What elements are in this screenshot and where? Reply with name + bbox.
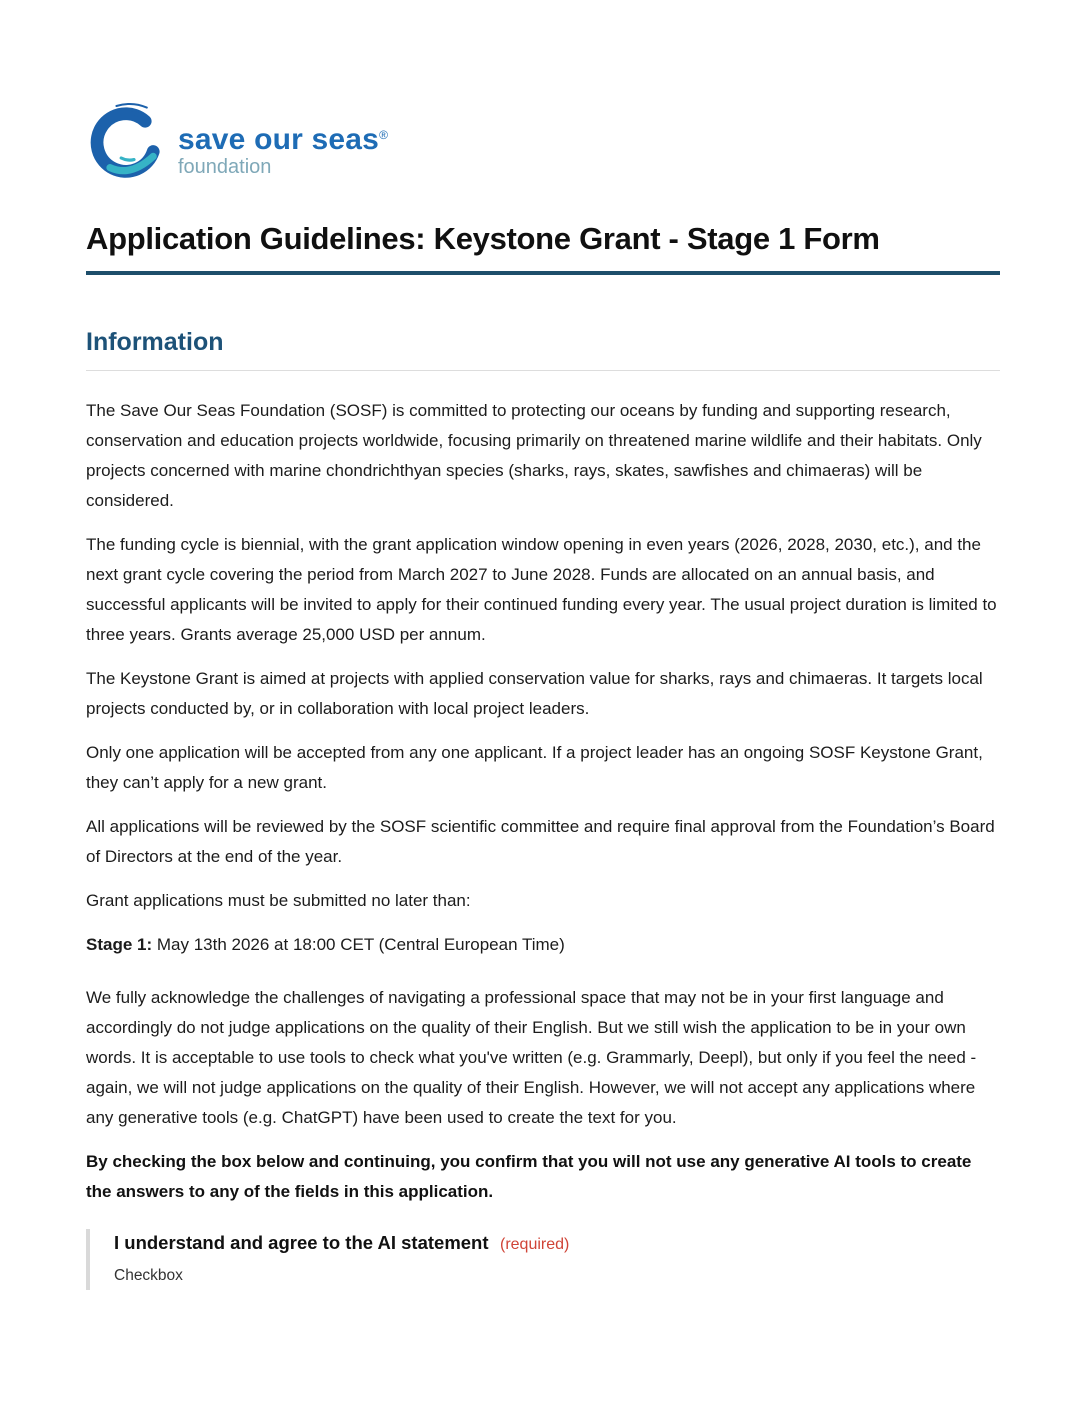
logo-subtitle: foundation bbox=[178, 155, 272, 178]
paragraph-one-application: Only one application will be accepted from any one applicant. If a project leader has an ongoing SOSF Keystone Grant, they can’t apply for a new grant. bbox=[86, 743, 983, 792]
section-divider bbox=[86, 370, 1000, 371]
paragraph-keystone-aim: The Keystone Grant is aimed at projects with applied conservation value for sharks, rays and chimaeras. It targets local projects conducted by, or in collaboration with local project leaders. bbox=[86, 669, 983, 718]
field-label-row bbox=[114, 1231, 1000, 1257]
stage1-label: Stage 1: bbox=[86, 935, 153, 954]
logo-wordmark-text: save our seas bbox=[178, 122, 380, 156]
logo-wordmark bbox=[178, 120, 388, 155]
paragraph-ai-confirmation: By checking the box below and continuing, you confirm that you will not use any generative AI tools to create the answers to any of the fields in this application. bbox=[86, 1152, 972, 1201]
required-indicator: (required) bbox=[499, 1236, 570, 1253]
field-type-label: Checkbox bbox=[114, 1267, 183, 1284]
logo bbox=[86, 100, 1000, 184]
paragraph-review-process: All applications will be reviewed by the SOSF scientific committee and require final approval from the Foundation’s Board of Directors at the end of the year. bbox=[86, 817, 995, 866]
save-our-seas-wave-icon bbox=[86, 100, 166, 184]
paragraph-mission: The Save Our Seas Foundation (SOSF) is committed to protecting our oceans by funding and supporting research, conservation and education projects worldwide, focusing primarily on threatened marine wildlife and their habitats. Only projects concerned with marine chondrichthyan species (sharks, rays, skates, sawfishes and chimaeras) will be considered. bbox=[86, 401, 982, 510]
paragraph-language-policy: We fully acknowledge the challenges of navigating a professional space that may not be in your first language and accordingly do not judge applications on the quality of their English. But we still wish the application to be in your own words. It is acceptable to use tools to check what you've written (e.g. Grammarly, Deepl), but only if you feel the need - again, we will not judge applications on the quality of their English. However, we will not accept any applications where any generative tools (e.g. ChatGPT) have been used to create the text for you. bbox=[86, 988, 977, 1127]
paragraph-funding-cycle: The funding cycle is biennial, with the grant application window opening in even years (2026, 2028, 2030, etc.), and the next grant cycle covering the period from March 2027 to June 2028. Funds are allocated on an annual basis, and successful applicants will be invited to apply for their continued funding every year. The usual project duration is limited to three years. Grants average 25,000 USD per annum. bbox=[86, 535, 997, 644]
title-divider bbox=[86, 271, 1000, 275]
field-label: I understand and agree to the AI statement bbox=[114, 1232, 489, 1253]
ai-statement-field bbox=[86, 1229, 1000, 1290]
paragraph-deadline-intro: Grant applications must be submitted no later than: bbox=[86, 891, 471, 910]
section-heading-information: Information bbox=[86, 328, 224, 356]
stage1-deadline: May 13th 2026 at 18:00 CET (Central European Time) bbox=[152, 935, 565, 954]
page-title: Application Guidelines: Keystone Grant - Stage 1 Form bbox=[86, 221, 880, 256]
logo-text bbox=[178, 106, 388, 179]
paragraph-deadline-stage1 bbox=[86, 930, 1000, 960]
registered-mark: ® bbox=[379, 127, 389, 142]
